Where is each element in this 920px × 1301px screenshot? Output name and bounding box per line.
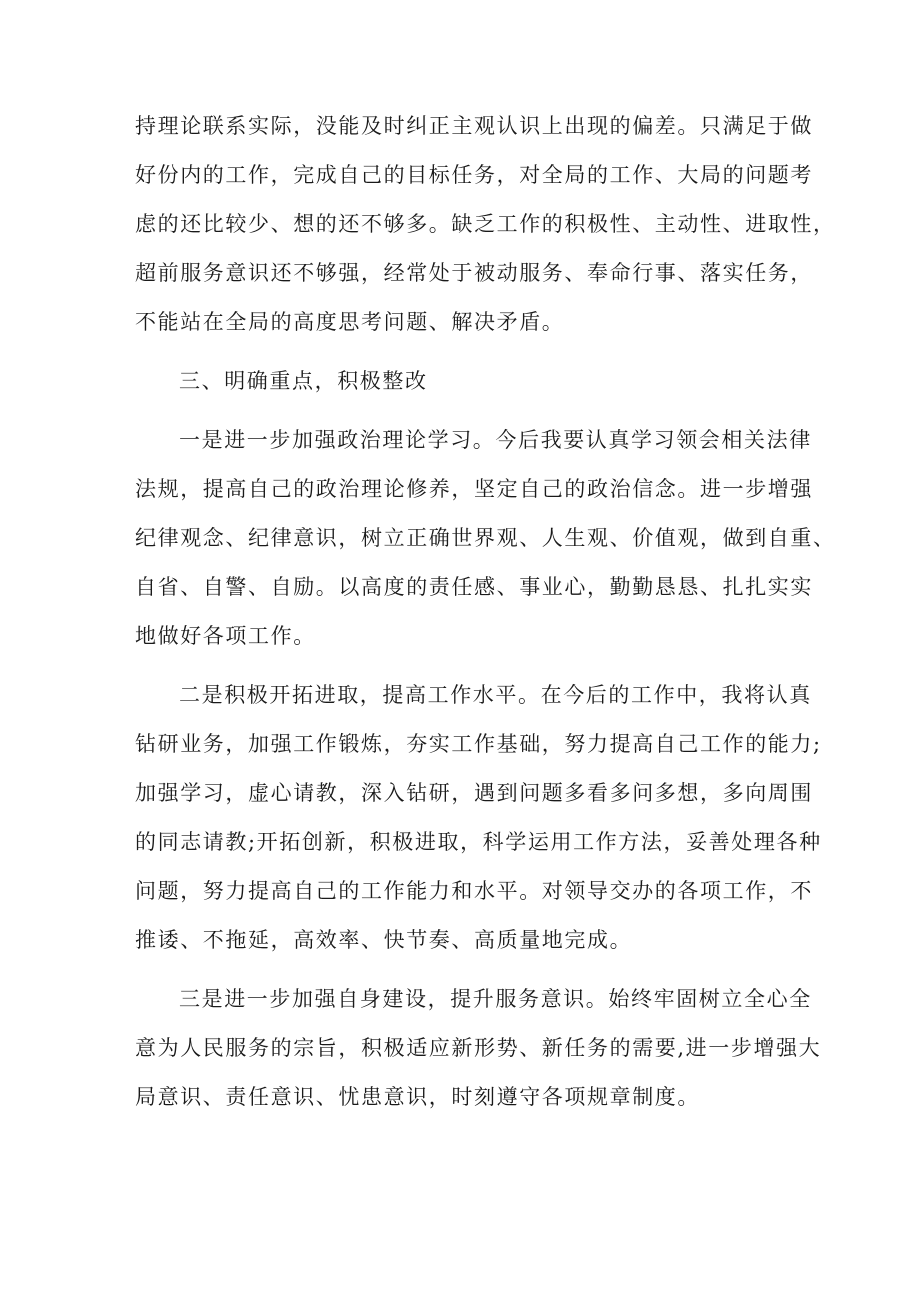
text-line: 虑的还比较少、想的还不够多。缺乏工作的积极性、主动性、进取性， — [135, 212, 836, 236]
text-line: 不能站在全局的高度思考问题、解决矛盾。 — [135, 310, 565, 334]
paragraph-self-building — [135, 975, 822, 1122]
text-line: 的同志请教;开拓创新，积极进取，科学运用工作方法，妥善处理各种 — [135, 830, 822, 854]
document-body — [135, 102, 836, 1122]
text-line: 局意识、责任意识、忧患意识，时刻遵守各项规章制度。 — [135, 1085, 700, 1109]
text-line: 加强学习，虚心请教，深入钻研，遇到问题多看多问多想，多向周围 — [135, 781, 813, 805]
section-heading — [135, 357, 815, 406]
paragraph-work-level — [135, 671, 822, 965]
paragraph-gap — [135, 406, 815, 416]
paragraph-political-study — [135, 416, 836, 661]
text-line: 问题，努力提高自己的工作能力和水平。对领导交办的各项工作，不 — [135, 879, 813, 903]
text-line: 三是进一步加强自身建设，提升服务意识。始终牢固树立全心全 — [179, 987, 812, 1011]
text-line: 二是积极开拓进取，提高工作水平。在今后的工作中，我将认真 — [179, 683, 812, 707]
paragraph-gap — [135, 965, 815, 975]
heading-text: 三、明确重点，积极整改 — [179, 369, 428, 393]
paragraph-gap — [135, 347, 815, 357]
text-line: 好份内的工作，完成自己的目标任务，对全局的工作、大局的问题考 — [135, 163, 813, 187]
text-line: 钻研业务，加强工作锻炼，夯实工作基础，努力提高自己工作的能力; — [135, 732, 822, 756]
paragraph-gap — [135, 661, 815, 671]
text-line: 法规，提高自己的政治理论修养，坚定自己的政治信念。进一步增强 — [135, 477, 813, 501]
text-line: 持理论联系实际，没能及时纠正主观认识上出现的偏差。只满足于做 — [135, 114, 813, 138]
paragraph-continued — [135, 102, 836, 347]
text-line: 意为人民服务的宗旨，积极适应新形势、新任务的需要,进一步增强大 — [135, 1036, 822, 1060]
text-line: 地做好各项工作。 — [135, 624, 316, 648]
text-line: 超前服务意识还不够强，经常处于被动服务、奉命行事、落实任务， — [135, 261, 813, 285]
text-line: 一是进一步加强政治理论学习。今后我要认真学习领会相关法律 — [179, 428, 812, 452]
text-line: 自省、自警、自励。以高度的责任感、事业心，勤勤恳恳、扎扎实实 — [135, 575, 813, 599]
text-line: 纪律观念、纪律意识，树立正确世界观、人生观、价值观，做到自重、 — [135, 526, 836, 550]
text-line: 推诿、不拖延，高效率、快节奏、高质量地完成。 — [135, 928, 633, 952]
